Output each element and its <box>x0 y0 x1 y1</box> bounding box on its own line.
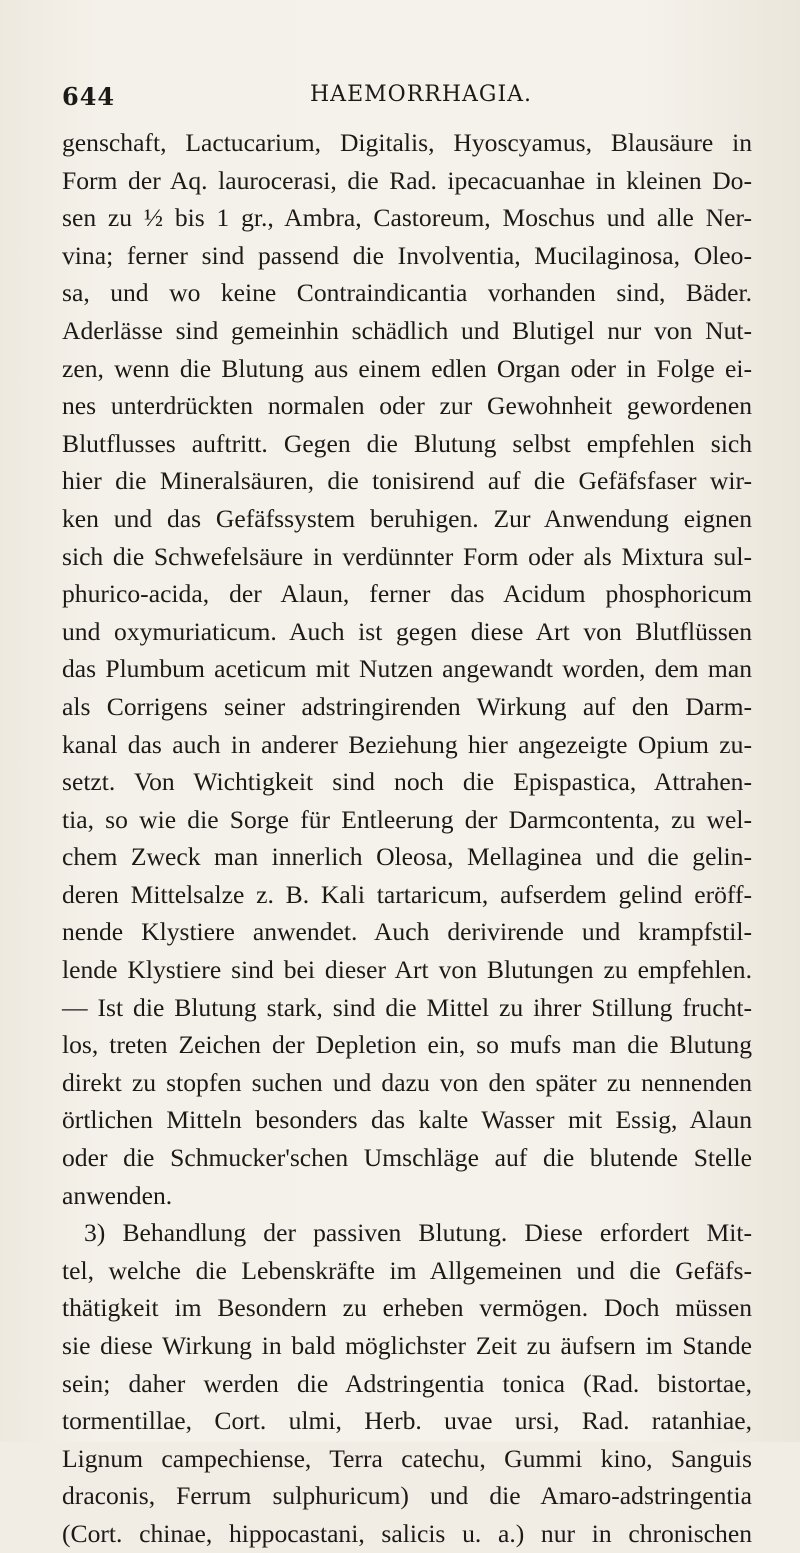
text-line: hier die Mineralsäuren, die tonisirend auf die Gefäfsfaser wir- <box>62 466 752 496</box>
text-line: nes unterdrückten normalen oder zur Gewohnheit gewordenen <box>62 391 752 421</box>
text-line: thätigkeit im Besondern zu erheben vermögen. Doch müssen <box>62 1293 752 1323</box>
text-line: tel, welche die Lebenskräfte im Allgemeinen und die Gefäfs- <box>62 1255 752 1285</box>
body-text <box>62 124 752 1553</box>
text-line: tormentillae, Cort. ulmi, Herb. uvae ursi, Rad. ratanhiae, <box>62 1406 752 1436</box>
page-number: 644 <box>62 82 116 111</box>
text-line: — Ist die Blutung stark, sind die Mittel zu ihrer Stillung frucht- <box>62 992 752 1022</box>
text-line: sen zu ½ bis 1 gr., Ambra, Castoreum, Moschus und alle Ner- <box>62 203 752 233</box>
text-line: sich die Schwefelsäure in verdünnter Form oder als Mixtura sul- <box>62 541 752 571</box>
text-line: lende Klystiere sind bei dieser Art von Blutungen zu empfehlen. <box>62 955 752 985</box>
text-line: genschaft, Lactucarium, Digitalis, Hyoscyamus, Blausäure in <box>62 128 752 157</box>
text-line: sein; daher werden die Adstringentia tonica (Rad. bistortae, <box>62 1368 752 1398</box>
text-line: chem Zweck man innerlich Oleosa, Mellaginea und die gelin- <box>62 842 752 872</box>
running-head: HAEMORRHAGIA. <box>310 82 533 107</box>
text-line: Form der Aq. laurocerasi, die Rad. ipecacuanhae in kleinen Do- <box>62 165 752 195</box>
text-line: und oxymuriaticum. Auch ist gegen diese Art von Blutflüssen <box>62 616 752 646</box>
text-line: (Cort. chinae, hippocastani, salicis u. a.) nur in chronischen <box>62 1518 752 1548</box>
text-line: Blutflusses auftritt. Gegen die Blutung selbst empfehlen sich <box>62 428 752 458</box>
text-line: örtlichen Mitteln besonders das kalte Wasser mit Essig, Alaun <box>62 1105 752 1135</box>
text-line: kanal das auch in anderer Beziehung hier angezeigte Opium zu- <box>62 729 752 759</box>
text-line: direkt zu stopfen suchen und dazu von den später zu nennenden <box>62 1067 752 1097</box>
text-line: setzt. Von Wichtigkeit sind noch die Epispastica, Attrahen- <box>62 767 752 797</box>
section-heading-line: 3) Behandlung der passiven Blutung. Diese erfordert Mit- <box>84 1218 752 1248</box>
text-line: deren Mittelsalze z. B. Kali tartaricum, aufserdem gelind eröff- <box>62 879 752 909</box>
text-line: oder die Schmucker'schen Umschläge auf die blutende Stelle <box>62 1143 752 1173</box>
text-line: vina; ferner sind passend die Involventia, Mucilaginosa, Oleo- <box>62 240 752 270</box>
text-line: phurico-acida, der Alaun, ferner das Acidum phosphoricum <box>62 579 752 609</box>
text-line: das Plumbum aceticum mit Nutzen angewandt worden, dem man <box>62 654 752 684</box>
text-line: tia, so wie die Sorge für Entleerung der Darmcontenta, zu wel- <box>62 804 752 834</box>
text-line: sa, und wo keine Contraindicantia vorhanden sind, Bäder. <box>62 278 752 308</box>
text-line: los, treten Zeichen der Depletion ein, so mufs man die Blutung <box>62 1030 752 1060</box>
text-line: Aderlässe sind gemeinhin schädlich und Blutigel nur von Nut- <box>62 315 752 345</box>
text-line: sie diese Wirkung in bald möglichster Zeit zu äufsern im Stande <box>62 1331 752 1360</box>
text-line: anwenden. <box>62 1180 173 1210</box>
text-line: zen, wenn die Blutung aus einem edlen Organ oder in Folge ei- <box>62 353 752 383</box>
text-line: Lignum campechiense, Terra catechu, Gummi kino, Sanguis <box>62 1443 752 1473</box>
text-line: als Corrigens seiner adstringirenden Wirkung auf den Darm- <box>62 691 752 721</box>
text-line: draconis, Ferrum sulphuricum) und die Amaro-adstringentia <box>62 1481 752 1511</box>
text-line: ken und das Gefäfssystem beruhigen. Zur Anwendung eignen <box>62 503 752 533</box>
page-header <box>62 80 752 124</box>
text-line: nende Klystiere anwendet. Auch derivirende und krampfstil- <box>62 917 752 947</box>
